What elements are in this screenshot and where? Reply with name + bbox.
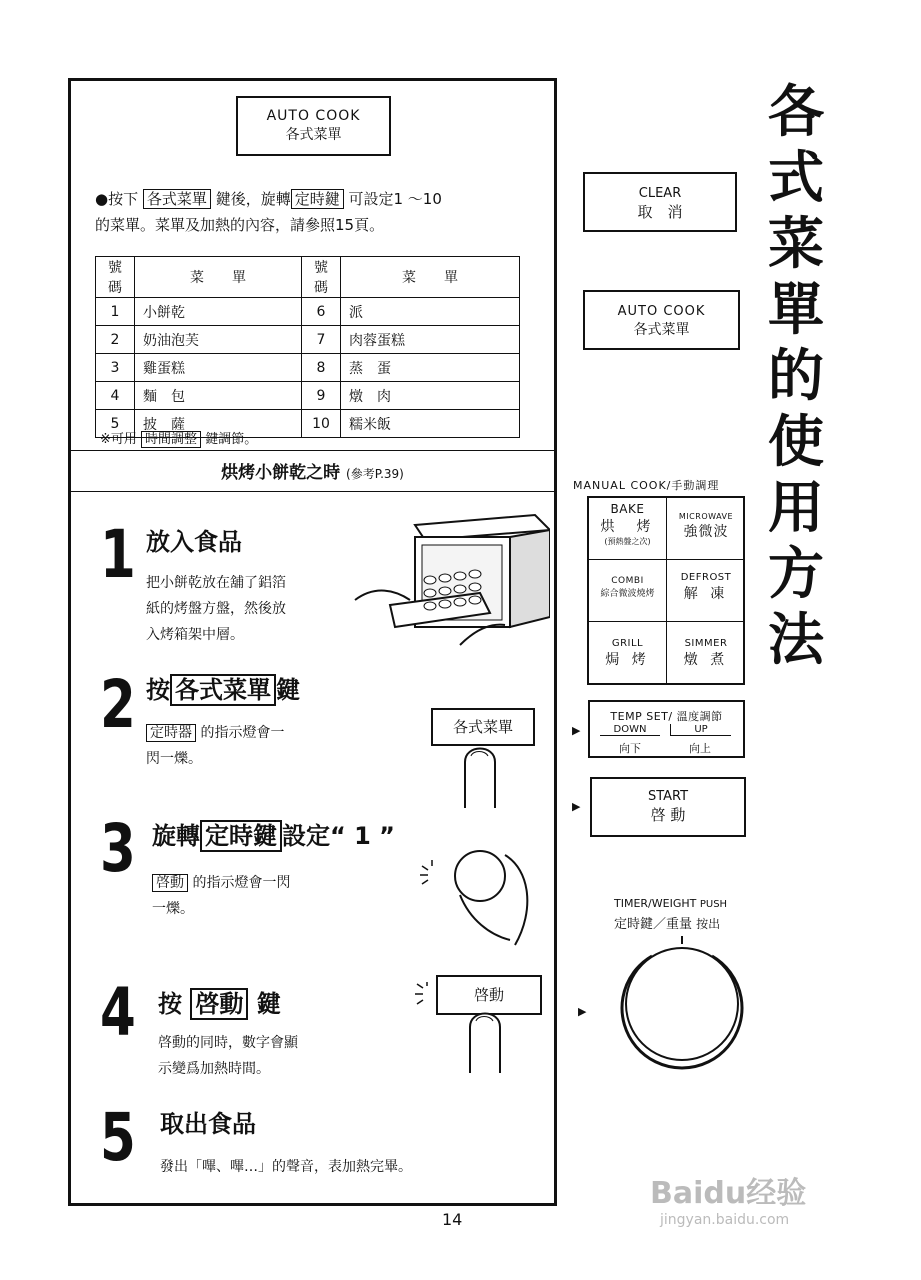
step-3-desc-line2: 一爍。 — [152, 901, 194, 917]
step-1-number: 1 — [100, 516, 136, 593]
note-key-time-adjust: 時間調整 — [141, 431, 201, 448]
bake-en: BAKE — [610, 502, 645, 516]
bake-button[interactable] — [589, 498, 667, 560]
pointer-arrow-icon: ▶ — [572, 724, 581, 737]
simmer-en: SIMMER — [684, 638, 728, 649]
note-prefix: ※可用 — [100, 432, 137, 447]
table-row — [96, 382, 520, 410]
intro-text — [95, 186, 545, 238]
step-4-title — [158, 984, 281, 1019]
auto-cook-header-en: AUTO COOK — [266, 108, 361, 124]
defrost-button[interactable] — [667, 560, 745, 622]
push-zh: 按出 — [696, 917, 721, 931]
temp-down-button[interactable] — [600, 724, 660, 736]
step-2-auto-cook-button: 各式菜單 — [431, 708, 535, 746]
clear-button-en: CLEAR — [638, 186, 682, 201]
grill-zh: 焗 烤 — [605, 652, 650, 668]
table-cell: 小餅乾 — [135, 298, 302, 326]
manual-cook-label: MANUAL COOK/手動調理 — [573, 479, 720, 492]
col-header-no-1: 號碼 — [96, 257, 135, 298]
temp-down-zh: 向下 — [619, 742, 641, 755]
table-cell: 肉蓉蛋糕 — [341, 326, 520, 354]
table-cell: 5 — [96, 410, 135, 438]
step-2-number: 2 — [100, 666, 136, 743]
temp-set-title: TEMP SET/ 溫度調節 — [610, 710, 723, 723]
section-title-text: 烘烤小餅乾之時 — [221, 463, 341, 483]
combi-en: COMBI — [611, 576, 644, 586]
auto-cook-header-zh: 各式菜單 — [285, 127, 342, 143]
table-cell: 燉 肉 — [341, 382, 520, 410]
pointer-arrow-icon: ▶ — [572, 800, 581, 813]
step-3-desc — [152, 870, 290, 922]
flash-indicator-icon — [415, 982, 435, 1006]
clear-button[interactable] — [583, 172, 737, 232]
step-2-title-post: 鍵 — [276, 676, 300, 704]
step-5-desc: 發出「嗶、嗶…」的聲音，表加熱完畢。 — [160, 1159, 412, 1175]
clear-button-zh: 取 消 — [637, 203, 683, 221]
step-3-title — [152, 816, 395, 851]
start-button[interactable] — [590, 777, 746, 837]
table-cell: 蒸 蛋 — [341, 354, 520, 382]
step-2-desc-key: 定時器 — [146, 724, 196, 742]
step-2-desc-line2: 閃一爍。 — [146, 751, 202, 767]
microwave-zh: 強微波 — [683, 524, 729, 540]
section-title — [68, 458, 557, 483]
section-divider-top — [68, 450, 557, 451]
timer-weight-en: TIMER/WEIGHT — [614, 897, 697, 910]
bake-zh: 烘 烤 — [600, 519, 655, 535]
temp-up-zh: 向上 — [689, 742, 711, 755]
bake-sub: (預熱盤之次) — [604, 537, 651, 546]
step-4-title-pre: 按 — [158, 990, 182, 1018]
step-3-desc-key: 啓動 — [152, 874, 188, 892]
timer-weight-zh-label — [614, 913, 720, 932]
grill-en: GRILL — [611, 638, 644, 649]
table-row — [96, 354, 520, 382]
step-4-desc-line2: 示變爲加熱時間。 — [158, 1061, 270, 1077]
step-4-title-post: 鍵 — [256, 990, 281, 1018]
col-header-menu-2: 菜 單 — [341, 257, 520, 298]
defrost-en: DEFROST — [680, 572, 732, 583]
step-4-title-key: 啓動 — [190, 988, 248, 1020]
table-cell: 3 — [96, 354, 135, 382]
combi-zh: 綜合微波燒烤 — [600, 589, 655, 599]
step-4-start-button: 啓動 — [436, 975, 542, 1015]
timer-weight-label — [614, 897, 727, 910]
table-row — [96, 326, 520, 354]
defrost-zh: 解 凍 — [683, 586, 729, 602]
step-3-title-pre: 旋轉 — [152, 822, 200, 850]
page-title: 各式菜單的使用方法 — [768, 80, 824, 673]
step-2-title-key: 各式菜單 — [170, 674, 276, 706]
auto-cook-button[interactable] — [583, 290, 740, 350]
table-cell: 10 — [302, 410, 341, 438]
section-divider-bottom — [68, 491, 557, 492]
step-1-desc — [146, 570, 286, 648]
baidu-watermark-logo: Baidu经验 — [650, 1176, 807, 1211]
finger-press-icon — [460, 1005, 520, 1075]
step-1-desc-line3: 入烤箱架中層。 — [146, 627, 244, 643]
grill-button[interactable] — [589, 622, 667, 684]
temp-set-panel — [588, 700, 745, 758]
page-number: 14 — [442, 1210, 463, 1229]
auto-cook-header-box — [236, 96, 391, 156]
timer-weight-zh: 定時鍵／重量 — [614, 917, 693, 932]
note-suffix: 鍵調節。 — [205, 432, 258, 447]
table-cell: 9 — [302, 382, 341, 410]
manual-cook-panel — [587, 496, 745, 685]
step-5-number: 5 — [100, 1099, 136, 1176]
bullet: ● — [95, 190, 109, 208]
table-cell: 披 薩 — [135, 410, 302, 438]
step-4-number: 4 — [100, 974, 136, 1051]
step-4-desc-line1: 啓動的同時，數字會顯 — [158, 1035, 298, 1051]
combi-button[interactable] — [589, 560, 667, 622]
table-cell: 雞蛋糕 — [135, 354, 302, 382]
temp-down-en: DOWN — [613, 724, 647, 735]
table-cell: 麵 包 — [135, 382, 302, 410]
step-3-desc-line1: 的指示燈會一閃 — [192, 875, 291, 891]
auto-cook-button-zh: 各式菜單 — [633, 322, 690, 338]
intro-key-auto-cook: 各式菜單 — [143, 189, 211, 209]
oven-illustration — [350, 505, 550, 655]
section-ref: (參考P.39) — [346, 467, 404, 481]
table-cell: 派 — [341, 298, 520, 326]
auto-cook-button-en: AUTO COOK — [617, 304, 706, 319]
step-2-title-pre: 按 — [146, 676, 170, 704]
col-header-menu-1: 菜 單 — [135, 257, 302, 298]
simmer-button[interactable] — [667, 622, 745, 684]
pointer-arrow-icon: ▶ — [578, 1005, 587, 1018]
step-1-desc-line1: 把小餅乾放在舖了鋁箔 — [146, 575, 286, 591]
table-cell: 6 — [302, 298, 341, 326]
table-cell: 奶油泡芙 — [135, 326, 302, 354]
table-row — [96, 298, 520, 326]
timer-dial[interactable] — [612, 934, 752, 1074]
temp-up-button[interactable] — [670, 724, 731, 736]
step-2-title — [146, 670, 300, 705]
dial-turn-illustration — [420, 840, 545, 950]
intro-part3: 可設定1 ～10 — [348, 190, 442, 208]
step-1-desc-line2: 紙的烤盤方盤，然後放 — [146, 601, 286, 617]
temp-up-en: UP — [694, 724, 708, 735]
table-cell: 7 — [302, 326, 341, 354]
col-header-no-2: 號碼 — [302, 257, 341, 298]
adjust-note — [100, 428, 257, 447]
microwave-button[interactable] — [667, 498, 745, 560]
simmer-zh: 燉 煮 — [683, 652, 729, 668]
step-1-title: 放入食品 — [146, 528, 242, 556]
table-cell: 8 — [302, 354, 341, 382]
step-3-title-key: 定時鍵 — [200, 820, 282, 852]
start-button-en: START — [647, 789, 689, 804]
step-5-title: 取出食品 — [160, 1110, 256, 1138]
finger-press-icon — [455, 740, 515, 810]
table-cell: 4 — [96, 382, 135, 410]
intro-line2: 的菜單。菜單及加熱的內容，請參照15頁。 — [95, 216, 385, 234]
menu-table — [95, 256, 520, 438]
start-button-zh: 啓 動 — [650, 806, 686, 824]
menu-table-header — [96, 257, 520, 298]
step-4-desc — [158, 1030, 298, 1082]
table-cell: 1 — [96, 298, 135, 326]
step-3-number: 3 — [100, 810, 136, 887]
step-3-title-post: 設定“ 1 ” — [282, 822, 395, 850]
intro-part2: 鍵後，旋轉 — [215, 190, 291, 208]
table-cell: 糯米飯 — [341, 410, 520, 438]
intro-part1: 按下 — [108, 190, 139, 208]
intro-key-timer: 定時鍵 — [291, 189, 344, 209]
microwave-en: MICROWAVE — [678, 512, 734, 521]
step-2-desc — [146, 720, 284, 772]
push-label: PUSH — [699, 899, 728, 910]
table-cell: 2 — [96, 326, 135, 354]
step-2-desc-line1: 的指示燈會一 — [200, 725, 285, 741]
baidu-watermark-url: jingyan.baidu.com — [660, 1212, 790, 1228]
